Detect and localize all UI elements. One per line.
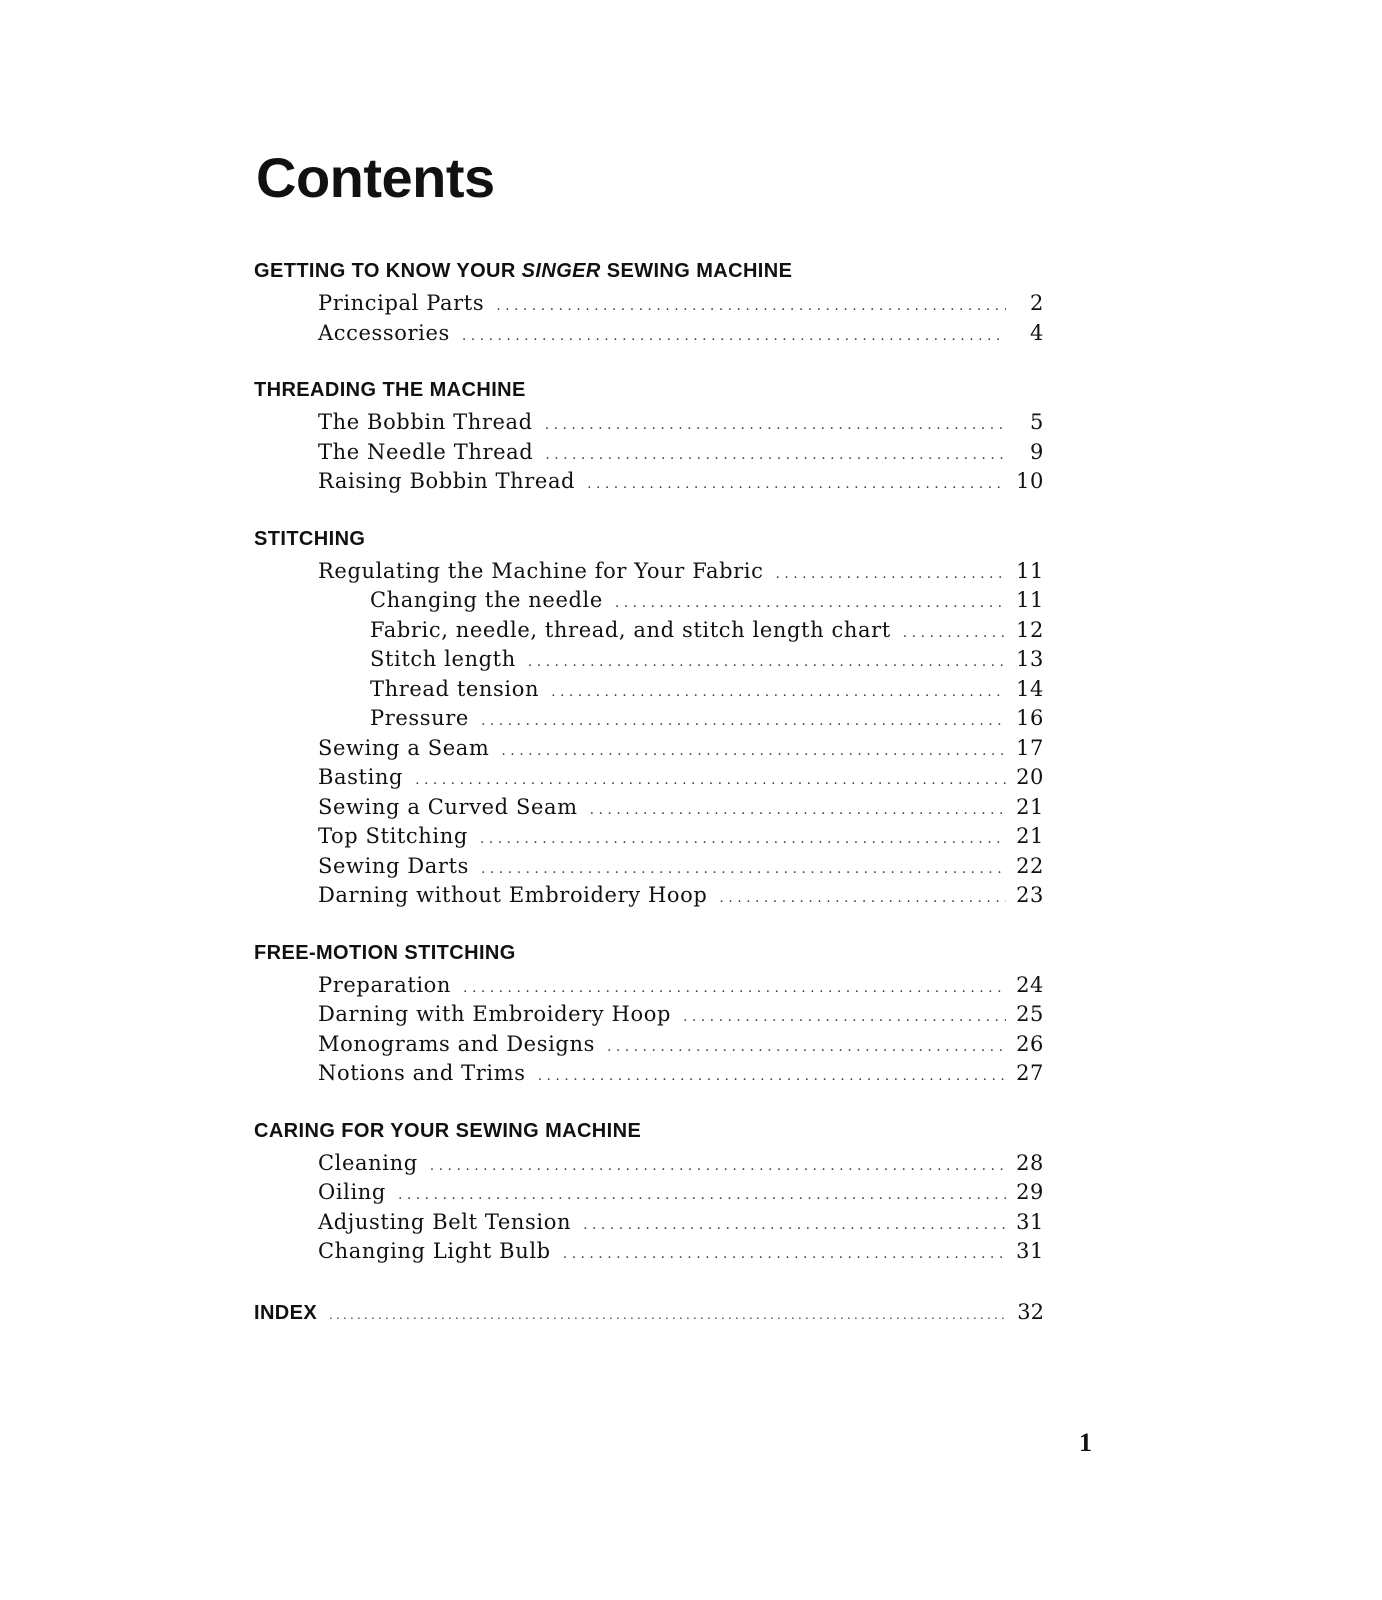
toc-entry[interactable]: [254, 408, 1044, 438]
toc-section: [254, 1119, 1044, 1267]
entry-label: Changing Light Bulb: [318, 1239, 551, 1263]
section-heading-text: FREE-MOTION STITCHING: [254, 941, 516, 964]
toc-entry[interactable]: [254, 1178, 1044, 1208]
toc-index-entry[interactable]: [254, 1297, 1044, 1327]
dot-leader: [563, 1240, 1006, 1270]
entry-page-number: 29: [1016, 1180, 1044, 1204]
entry-label: Thread tension: [370, 676, 540, 701]
entry-label: Sewing a Curved Seam: [318, 794, 578, 819]
section-heading: [254, 1119, 1044, 1143]
toc-entry[interactable]: [254, 734, 1044, 764]
entry-label: Notions and Trims: [318, 1061, 526, 1085]
toc-entry[interactable]: [254, 1237, 1044, 1267]
entry-label: Adjusting Belt Tension: [318, 1209, 572, 1234]
section-heading-text: CARING FOR YOUR SEWING MACHINE: [254, 1119, 642, 1142]
entry-label: Changing the needle: [370, 588, 603, 612]
entry-page-number: 17: [1016, 735, 1044, 760]
entry-page-number: 13: [1016, 647, 1044, 671]
toc-section: [254, 527, 1044, 911]
entry-page-number: 25: [1016, 1002, 1044, 1026]
entry-page-number: 16: [1016, 706, 1044, 730]
dot-leader: [590, 796, 1006, 826]
section-heading: [254, 259, 1044, 283]
page-number: 1: [1079, 1428, 1092, 1457]
toc-sections: [254, 259, 1044, 1267]
page-title: Contents: [256, 146, 495, 209]
entry-label: Pressure: [370, 706, 469, 730]
entry-page-number: 24: [1016, 972, 1044, 997]
entry-label: Basting: [318, 765, 404, 789]
entry-page-number: 26: [1016, 1031, 1044, 1056]
dot-leader: [463, 974, 1006, 1004]
entry-page-number: 12: [1016, 617, 1044, 642]
entry-page-number: 11: [1016, 588, 1044, 612]
toc-entry[interactable]: [254, 822, 1044, 852]
entry-page-number: 31: [1016, 1239, 1044, 1263]
dot-leader: [538, 1062, 1006, 1092]
toc-entry[interactable]: [254, 793, 1044, 823]
entry-page-number: 21: [1016, 794, 1044, 819]
toc-entry[interactable]: [254, 438, 1044, 468]
toc-entry[interactable]: [254, 704, 1044, 734]
toc-entry[interactable]: [254, 1000, 1044, 1030]
entry-page-number: 31: [1016, 1209, 1044, 1234]
dot-leader: [683, 1003, 1006, 1033]
table-of-contents: [254, 259, 1044, 1327]
toc-entry[interactable]: [254, 763, 1044, 793]
toc-entry[interactable]: [254, 971, 1044, 1001]
entry-label: Cleaning: [318, 1150, 418, 1175]
dot-leader: [903, 619, 1006, 649]
dot-leader: [607, 1033, 1006, 1063]
section-heading-brand: SINGER: [521, 260, 601, 282]
entry-label: Sewing a Seam: [318, 735, 490, 760]
index-label: INDEX: [254, 1301, 318, 1324]
entry-page-number: 23: [1016, 883, 1044, 907]
section-heading: [254, 527, 1044, 551]
dot-leader: [551, 678, 1006, 708]
dot-leader: [501, 737, 1006, 767]
entry-label: Top Stitching: [318, 824, 468, 848]
entry-label: Regulating the Machine for Your Fabric: [318, 558, 764, 583]
entry-page-number: 22: [1016, 853, 1044, 878]
entry-page-number: 20: [1016, 765, 1044, 789]
dot-leader: [462, 322, 1006, 352]
toc-entry[interactable]: [254, 557, 1044, 587]
toc-entry[interactable]: [254, 1208, 1044, 1238]
toc-entry[interactable]: [254, 1059, 1044, 1089]
dot-leader: [528, 648, 1006, 678]
entry-page-number: 21: [1016, 824, 1044, 848]
toc-entry[interactable]: [254, 1030, 1044, 1060]
toc-section: [254, 378, 1044, 497]
toc-entry[interactable]: [254, 881, 1044, 911]
entry-page-number: 10: [1016, 469, 1044, 493]
toc-entry[interactable]: [254, 852, 1044, 882]
entry-page-number: 28: [1016, 1150, 1044, 1175]
toc-entry[interactable]: [254, 616, 1044, 646]
toc-section: [254, 259, 1044, 348]
dot-leader: [496, 292, 1006, 322]
dot-leader: [481, 855, 1006, 885]
toc-section: [254, 941, 1044, 1089]
dot-leader: [481, 707, 1006, 737]
dot-leader: [398, 1181, 1006, 1211]
toc-entry[interactable]: [254, 467, 1044, 497]
dot-leader: [329, 1301, 1006, 1331]
section-heading-text: SEWING MACHINE: [600, 260, 793, 282]
section-heading-text: STITCHING: [254, 527, 366, 550]
entry-page-number: 9: [1030, 439, 1044, 464]
dot-leader: [545, 411, 1006, 441]
dot-leader: [719, 884, 1006, 914]
dot-leader: [415, 766, 1006, 796]
section-heading-text: GETTING TO KNOW YOUR: [254, 260, 522, 282]
dot-leader: [775, 560, 1006, 590]
entry-label: Raising Bobbin Thread: [318, 469, 576, 493]
dot-leader: [587, 470, 1006, 500]
toc-entry[interactable]: [254, 645, 1044, 675]
section-heading: [254, 378, 1044, 402]
entry-label: Preparation: [318, 972, 452, 997]
entry-label: Accessories: [318, 320, 450, 345]
toc-entry[interactable]: [254, 675, 1044, 705]
dot-leader: [430, 1152, 1006, 1182]
dot-leader: [615, 589, 1006, 619]
entry-label: Stitch length: [370, 647, 516, 671]
entry-page-number: 11: [1016, 558, 1044, 583]
entry-label: Monograms and Designs: [318, 1031, 595, 1056]
entry-page-number: 27: [1016, 1061, 1044, 1085]
section-heading-text: THREADING THE MACHINE: [254, 379, 526, 401]
entry-label: Darning with Embroidery Hoop: [318, 1002, 671, 1026]
entry-page-number: 2: [1030, 291, 1044, 315]
index-page-number: 32: [1017, 1299, 1044, 1324]
toc-entry[interactable]: [254, 1149, 1044, 1179]
entry-page-number: 14: [1016, 676, 1044, 701]
toc-entry[interactable]: [254, 586, 1044, 616]
dot-leader: [545, 441, 1006, 471]
toc-entry[interactable]: [254, 319, 1044, 349]
dot-leader: [583, 1211, 1006, 1241]
entry-label: Principal Parts: [318, 291, 485, 315]
entry-page-number: 4: [1030, 320, 1044, 345]
entry-label: Oiling: [318, 1180, 386, 1204]
dot-leader: [480, 825, 1006, 855]
entry-page-number: 5: [1030, 410, 1044, 434]
toc-entry[interactable]: [254, 289, 1044, 319]
entry-label: Fabric, needle, thread, and stitch length chart: [370, 617, 891, 642]
section-heading: [254, 941, 1044, 965]
entry-label: The Needle Thread: [318, 439, 534, 464]
entry-label: Sewing Darts: [318, 853, 469, 878]
entry-label: Darning without Embroidery Hoop: [318, 883, 708, 907]
entry-label: The Bobbin Thread: [318, 410, 533, 434]
